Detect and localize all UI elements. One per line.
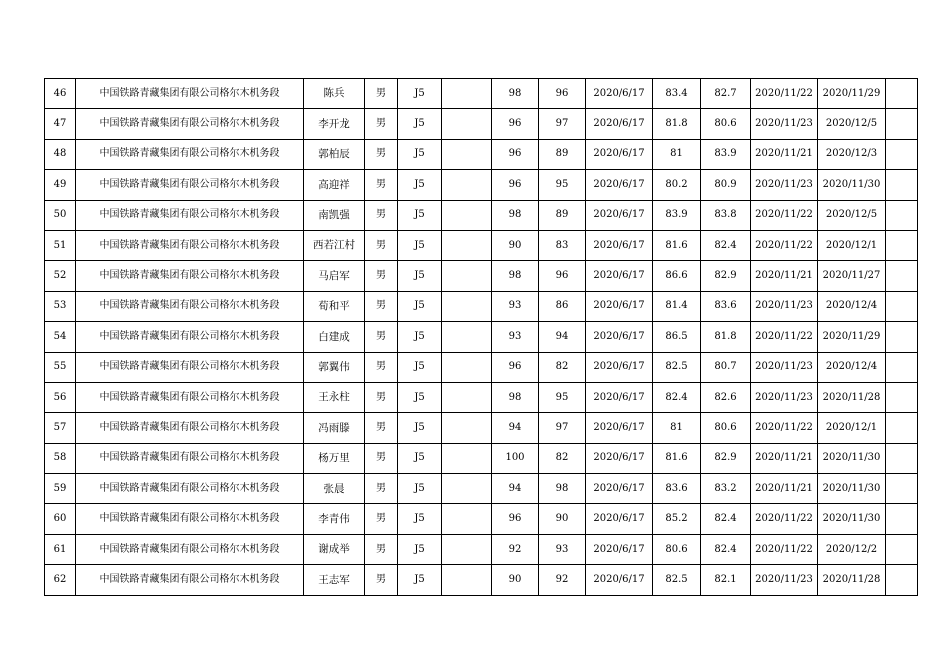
score-4-cell: 82.4 — [701, 534, 751, 564]
gender-cell: 男 — [365, 504, 398, 534]
date-1-cell: 2020/6/17 — [586, 504, 653, 534]
gender-cell: 男 — [365, 291, 398, 321]
type-cell: J5 — [398, 565, 442, 595]
note-cell — [886, 352, 918, 382]
type-cell: J5 — [398, 79, 442, 109]
type-cell: J5 — [398, 352, 442, 382]
table-row — [45, 322, 918, 352]
type-cell: J5 — [398, 382, 442, 412]
score-1-cell: 90 — [492, 565, 539, 595]
score-4-cell: 81.8 — [701, 322, 751, 352]
date-1-cell: 2020/6/17 — [586, 291, 653, 321]
type-cell: J5 — [398, 170, 442, 200]
unit-cell: 中国铁路青藏集团有限公司格尔木机务段 — [76, 109, 304, 139]
score-3-cell: 81.6 — [653, 230, 701, 260]
score-3-cell: 81.8 — [653, 109, 701, 139]
unit-cell: 中国铁路青藏集团有限公司格尔木机务段 — [76, 504, 304, 534]
score-3-cell: 81 — [653, 413, 701, 443]
unit-cell: 中国铁路青藏集团有限公司格尔木机务段 — [76, 443, 304, 473]
date-2-cell: 2020/11/22 — [751, 230, 818, 260]
date-1-cell: 2020/6/17 — [586, 352, 653, 382]
row-number-cell: 56 — [45, 382, 76, 412]
row-number-cell: 46 — [45, 79, 76, 109]
score-2-cell: 89 — [539, 139, 586, 169]
row-number-cell: 59 — [45, 474, 76, 504]
score-1-cell: 96 — [492, 352, 539, 382]
gender-cell: 男 — [365, 230, 398, 260]
score-2-cell: 97 — [539, 109, 586, 139]
row-number-cell: 58 — [45, 443, 76, 473]
date-3-cell: 2020/12/2 — [818, 534, 886, 564]
score-2-cell: 96 — [539, 79, 586, 109]
blank-cell — [442, 443, 492, 473]
table-row — [45, 291, 918, 321]
date-1-cell: 2020/6/17 — [586, 413, 653, 443]
date-1-cell: 2020/6/17 — [586, 565, 653, 595]
score-2-cell: 90 — [539, 504, 586, 534]
unit-cell: 中国铁路青藏集团有限公司格尔木机务段 — [76, 474, 304, 504]
score-3-cell: 80.2 — [653, 170, 701, 200]
date-2-cell: 2020/11/23 — [751, 109, 818, 139]
table-row — [45, 200, 918, 230]
date-2-cell: 2020/11/21 — [751, 443, 818, 473]
blank-cell — [442, 352, 492, 382]
note-cell — [886, 474, 918, 504]
blank-cell — [442, 322, 492, 352]
blank-cell — [442, 534, 492, 564]
date-3-cell: 2020/11/28 — [818, 565, 886, 595]
score-4-cell: 80.7 — [701, 352, 751, 382]
score-4-cell: 82.4 — [701, 504, 751, 534]
type-cell: J5 — [398, 534, 442, 564]
name-cell: 荀和平 — [304, 291, 365, 321]
score-3-cell: 81.6 — [653, 443, 701, 473]
score-3-cell: 81 — [653, 139, 701, 169]
note-cell — [886, 200, 918, 230]
date-3-cell: 2020/11/30 — [818, 170, 886, 200]
score-2-cell: 94 — [539, 322, 586, 352]
table-row — [45, 565, 918, 595]
name-cell: 马启军 — [304, 261, 365, 291]
date-1-cell: 2020/6/17 — [586, 109, 653, 139]
date-3-cell: 2020/12/1 — [818, 230, 886, 260]
date-3-cell: 2020/11/30 — [818, 474, 886, 504]
blank-cell — [442, 382, 492, 412]
score-4-cell: 80.9 — [701, 170, 751, 200]
unit-cell: 中国铁路青藏集团有限公司格尔木机务段 — [76, 413, 304, 443]
date-2-cell: 2020/11/21 — [751, 474, 818, 504]
score-2-cell: 95 — [539, 382, 586, 412]
type-cell: J5 — [398, 443, 442, 473]
row-number-cell: 60 — [45, 504, 76, 534]
date-1-cell: 2020/6/17 — [586, 534, 653, 564]
blank-cell — [442, 139, 492, 169]
note-cell — [886, 534, 918, 564]
name-cell: 李开龙 — [304, 109, 365, 139]
date-3-cell: 2020/11/29 — [818, 322, 886, 352]
date-2-cell: 2020/11/22 — [751, 79, 818, 109]
score-4-cell: 80.6 — [701, 413, 751, 443]
gender-cell: 男 — [365, 443, 398, 473]
name-cell: 谢成举 — [304, 534, 365, 564]
gender-cell: 男 — [365, 139, 398, 169]
date-2-cell: 2020/11/23 — [751, 170, 818, 200]
gender-cell: 男 — [365, 474, 398, 504]
table-row — [45, 139, 918, 169]
table-row — [45, 382, 918, 412]
date-2-cell: 2020/11/22 — [751, 200, 818, 230]
table-row — [45, 109, 918, 139]
type-cell: J5 — [398, 230, 442, 260]
type-cell: J5 — [398, 474, 442, 504]
score-4-cell: 80.6 — [701, 109, 751, 139]
date-2-cell: 2020/11/22 — [751, 534, 818, 564]
score-1-cell: 96 — [492, 139, 539, 169]
unit-cell: 中国铁路青藏集团有限公司格尔木机务段 — [76, 230, 304, 260]
name-cell: 高迎祥 — [304, 170, 365, 200]
blank-cell — [442, 261, 492, 291]
name-cell: 白建成 — [304, 322, 365, 352]
score-4-cell: 83.6 — [701, 291, 751, 321]
name-cell: 南凯强 — [304, 200, 365, 230]
unit-cell: 中国铁路青藏集团有限公司格尔木机务段 — [76, 139, 304, 169]
score-4-cell: 83.2 — [701, 474, 751, 504]
score-1-cell: 94 — [492, 474, 539, 504]
table-row — [45, 413, 918, 443]
row-number-cell: 55 — [45, 352, 76, 382]
unit-cell: 中国铁路青藏集团有限公司格尔木机务段 — [76, 352, 304, 382]
name-cell: 郭翼伟 — [304, 352, 365, 382]
unit-cell: 中国铁路青藏集团有限公司格尔木机务段 — [76, 200, 304, 230]
row-number-cell: 54 — [45, 322, 76, 352]
score-3-cell: 86.6 — [653, 261, 701, 291]
table-body — [45, 79, 918, 596]
type-cell: J5 — [398, 291, 442, 321]
gender-cell: 男 — [365, 322, 398, 352]
date-3-cell: 2020/12/1 — [818, 413, 886, 443]
note-cell — [886, 322, 918, 352]
blank-cell — [442, 200, 492, 230]
row-number-cell: 51 — [45, 230, 76, 260]
date-3-cell: 2020/11/28 — [818, 382, 886, 412]
date-1-cell: 2020/6/17 — [586, 322, 653, 352]
type-cell: J5 — [398, 413, 442, 443]
blank-cell — [442, 413, 492, 443]
date-2-cell: 2020/11/21 — [751, 261, 818, 291]
name-cell: 王志军 — [304, 565, 365, 595]
score-3-cell: 80.6 — [653, 534, 701, 564]
note-cell — [886, 109, 918, 139]
score-4-cell: 82.4 — [701, 230, 751, 260]
table-row — [45, 261, 918, 291]
date-2-cell: 2020/11/21 — [751, 139, 818, 169]
row-number-cell: 49 — [45, 170, 76, 200]
score-3-cell: 83.4 — [653, 79, 701, 109]
gender-cell: 男 — [365, 413, 398, 443]
score-1-cell: 98 — [492, 261, 539, 291]
date-3-cell: 2020/12/4 — [818, 352, 886, 382]
score-1-cell: 96 — [492, 109, 539, 139]
type-cell: J5 — [398, 504, 442, 534]
gender-cell: 男 — [365, 382, 398, 412]
gender-cell: 男 — [365, 170, 398, 200]
name-cell: 冯雨滕 — [304, 413, 365, 443]
gender-cell: 男 — [365, 352, 398, 382]
score-2-cell: 98 — [539, 474, 586, 504]
unit-cell: 中国铁路青藏集团有限公司格尔木机务段 — [76, 79, 304, 109]
score-1-cell: 90 — [492, 230, 539, 260]
date-2-cell: 2020/11/23 — [751, 565, 818, 595]
unit-cell: 中国铁路青藏集团有限公司格尔木机务段 — [76, 565, 304, 595]
score-1-cell: 93 — [492, 291, 539, 321]
score-2-cell: 97 — [539, 413, 586, 443]
score-1-cell: 98 — [492, 200, 539, 230]
score-3-cell: 82.4 — [653, 382, 701, 412]
date-1-cell: 2020/6/17 — [586, 230, 653, 260]
date-2-cell: 2020/11/23 — [751, 352, 818, 382]
table-row — [45, 230, 918, 260]
gender-cell: 男 — [365, 261, 398, 291]
date-3-cell: 2020/11/27 — [818, 261, 886, 291]
date-2-cell: 2020/11/22 — [751, 322, 818, 352]
score-1-cell: 96 — [492, 504, 539, 534]
row-number-cell: 61 — [45, 534, 76, 564]
score-3-cell: 83.6 — [653, 474, 701, 504]
gender-cell: 男 — [365, 200, 398, 230]
score-4-cell: 82.1 — [701, 565, 751, 595]
date-1-cell: 2020/6/17 — [586, 261, 653, 291]
score-1-cell: 98 — [492, 382, 539, 412]
date-1-cell: 2020/6/17 — [586, 139, 653, 169]
score-2-cell: 89 — [539, 200, 586, 230]
date-3-cell: 2020/12/4 — [818, 291, 886, 321]
date-3-cell: 2020/12/5 — [818, 200, 886, 230]
row-number-cell: 53 — [45, 291, 76, 321]
date-1-cell: 2020/6/17 — [586, 382, 653, 412]
note-cell — [886, 139, 918, 169]
row-number-cell: 62 — [45, 565, 76, 595]
score-1-cell: 96 — [492, 170, 539, 200]
gender-cell: 男 — [365, 534, 398, 564]
date-1-cell: 2020/6/17 — [586, 474, 653, 504]
table-row — [45, 474, 918, 504]
score-2-cell: 95 — [539, 170, 586, 200]
row-number-cell: 47 — [45, 109, 76, 139]
score-1-cell: 93 — [492, 322, 539, 352]
score-3-cell: 82.5 — [653, 565, 701, 595]
table-row — [45, 170, 918, 200]
score-4-cell: 83.9 — [701, 139, 751, 169]
blank-cell — [442, 504, 492, 534]
note-cell — [886, 291, 918, 321]
score-3-cell: 82.5 — [653, 352, 701, 382]
name-cell: 杨万里 — [304, 443, 365, 473]
score-4-cell: 83.8 — [701, 200, 751, 230]
row-number-cell: 50 — [45, 200, 76, 230]
score-4-cell: 82.6 — [701, 382, 751, 412]
date-2-cell: 2020/11/23 — [751, 382, 818, 412]
blank-cell — [442, 474, 492, 504]
score-2-cell: 82 — [539, 443, 586, 473]
note-cell — [886, 413, 918, 443]
table-row — [45, 443, 918, 473]
table-row — [45, 504, 918, 534]
table-row — [45, 352, 918, 382]
date-2-cell: 2020/11/22 — [751, 504, 818, 534]
type-cell: J5 — [398, 261, 442, 291]
date-1-cell: 2020/6/17 — [586, 170, 653, 200]
score-1-cell: 92 — [492, 534, 539, 564]
score-2-cell: 83 — [539, 230, 586, 260]
date-2-cell: 2020/11/23 — [751, 291, 818, 321]
date-3-cell: 2020/11/30 — [818, 443, 886, 473]
roster-table — [44, 78, 918, 596]
name-cell: 西若江村 — [304, 230, 365, 260]
type-cell: J5 — [398, 109, 442, 139]
gender-cell: 男 — [365, 79, 398, 109]
name-cell: 王永柱 — [304, 382, 365, 412]
unit-cell: 中国铁路青藏集团有限公司格尔木机务段 — [76, 382, 304, 412]
unit-cell: 中国铁路青藏集团有限公司格尔木机务段 — [76, 261, 304, 291]
table-row — [45, 79, 918, 109]
type-cell: J5 — [398, 139, 442, 169]
date-3-cell: 2020/12/5 — [818, 109, 886, 139]
unit-cell: 中国铁路青藏集团有限公司格尔木机务段 — [76, 170, 304, 200]
name-cell: 张晨 — [304, 474, 365, 504]
score-2-cell: 86 — [539, 291, 586, 321]
note-cell — [886, 79, 918, 109]
date-3-cell: 2020/11/29 — [818, 79, 886, 109]
score-3-cell: 81.4 — [653, 291, 701, 321]
score-1-cell: 98 — [492, 79, 539, 109]
score-1-cell: 94 — [492, 413, 539, 443]
score-1-cell: 100 — [492, 443, 539, 473]
score-2-cell: 96 — [539, 261, 586, 291]
score-2-cell: 93 — [539, 534, 586, 564]
note-cell — [886, 170, 918, 200]
table-row — [45, 534, 918, 564]
gender-cell: 男 — [365, 109, 398, 139]
name-cell: 郭柏辰 — [304, 139, 365, 169]
blank-cell — [442, 230, 492, 260]
date-1-cell: 2020/6/17 — [586, 200, 653, 230]
blank-cell — [442, 170, 492, 200]
score-2-cell: 82 — [539, 352, 586, 382]
score-4-cell: 82.7 — [701, 79, 751, 109]
note-cell — [886, 382, 918, 412]
type-cell: J5 — [398, 200, 442, 230]
date-2-cell: 2020/11/22 — [751, 413, 818, 443]
unit-cell: 中国铁路青藏集团有限公司格尔木机务段 — [76, 322, 304, 352]
score-3-cell: 86.5 — [653, 322, 701, 352]
date-1-cell: 2020/6/17 — [586, 443, 653, 473]
note-cell — [886, 230, 918, 260]
score-3-cell: 83.9 — [653, 200, 701, 230]
blank-cell — [442, 109, 492, 139]
note-cell — [886, 565, 918, 595]
name-cell: 陈兵 — [304, 79, 365, 109]
note-cell — [886, 443, 918, 473]
date-3-cell: 2020/12/3 — [818, 139, 886, 169]
row-number-cell: 52 — [45, 261, 76, 291]
type-cell: J5 — [398, 322, 442, 352]
score-4-cell: 82.9 — [701, 261, 751, 291]
score-3-cell: 85.2 — [653, 504, 701, 534]
note-cell — [886, 261, 918, 291]
date-3-cell: 2020/11/30 — [818, 504, 886, 534]
unit-cell: 中国铁路青藏集团有限公司格尔木机务段 — [76, 534, 304, 564]
gender-cell: 男 — [365, 565, 398, 595]
date-1-cell: 2020/6/17 — [586, 79, 653, 109]
unit-cell: 中国铁路青藏集团有限公司格尔木机务段 — [76, 291, 304, 321]
row-number-cell: 48 — [45, 139, 76, 169]
blank-cell — [442, 79, 492, 109]
blank-cell — [442, 291, 492, 321]
score-2-cell: 92 — [539, 565, 586, 595]
name-cell: 李青伟 — [304, 504, 365, 534]
blank-cell — [442, 565, 492, 595]
note-cell — [886, 504, 918, 534]
row-number-cell: 57 — [45, 413, 76, 443]
score-4-cell: 82.9 — [701, 443, 751, 473]
